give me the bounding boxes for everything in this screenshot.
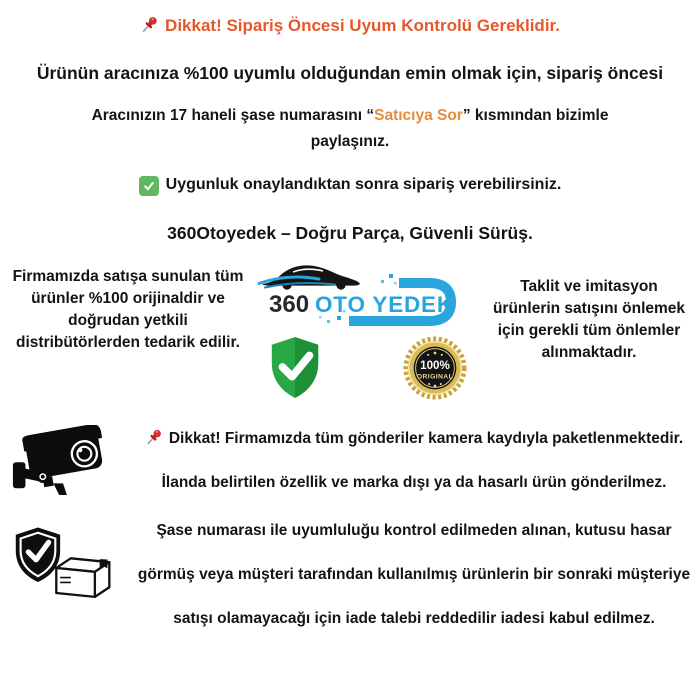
vin-request-before: Aracınızın 17 haneli şase numarasını “ [91,107,375,124]
brand-logo-block [256,256,478,401]
camera-notice-line-2: İlanda belirtilen özellik ve marka dışı ya da hasarlı ürün gönderilmez. [161,474,667,491]
car-wheel-rear [336,280,345,289]
vin-request-after: ” kısmından bizimle [462,107,609,124]
vin-request-line-2: paylaşınız. [310,133,390,150]
trust-badges [256,335,478,401]
original-products-line-2: ürünler %100 orijinaldir ve [31,290,225,307]
check-icon [139,176,159,196]
shield-box-icon [10,521,118,613]
original-badge-icon [402,335,468,401]
pushpin-icon [145,428,164,447]
return-policy-row [0,521,700,629]
brand-slogan: 360Otoyedek – Doğru Parça, Güvenli Sürüş. [167,223,533,243]
anti-imitation-line-2: ürünlerin satışını önlemek [492,300,686,317]
logo-number-text: 360 [269,291,310,318]
anti-imitation-line-3: için gerekli tüm önlemler [497,322,681,339]
approval-text: Uygunluk onaylandıktan sonra sipariş verebilirsiniz. [165,176,562,193]
badge-label-text: ORIGINAL [416,373,454,381]
return-policy-line-3: satışı olamayacağı için iade talebi reddedilir iadesi kabul edilmez. [173,610,655,627]
return-policy-line-2: görmüş veya müşteri tarafından kullanılmış ürünlerin bir sonraki müşteriye [137,566,691,583]
original-products-text [0,256,256,401]
return-policy-line-1: Şase numarası ile uyumluluğu kontrol edilmeden alınan, kutusu hasar [156,522,672,539]
anti-imitation-line-1: Taklit ve imitasyon [520,278,658,295]
approval-line [0,176,700,196]
original-products-line-3: doğrudan yetkili [68,312,188,329]
camera-notice-text [128,425,700,493]
attention-title-text: Dikkat! Sipariş Öncesi Uyum Kontrolü Gereklidir. [165,16,560,35]
cctv-camera-icon [11,425,117,511]
camera-notice-row [0,425,700,511]
shield-check-icon [266,335,324,401]
vin-request-line [0,107,700,125]
pushpin-icon [140,15,160,35]
return-icon-cell [0,521,128,613]
anti-imitation-line-4: alınmaktadır. [541,344,637,361]
camera-notice-line-1-text: Dikkat! Firmamızda tüm gönderiler kamera kaydıyla paketlenmektedir. [168,430,684,447]
ask-seller-highlight: Satıcıya Sor [374,107,463,124]
logo-360otoyedek [257,258,477,330]
anti-imitation-text [478,256,700,401]
badge-value-text: 100% [420,358,450,372]
original-products-line-1: Firmamızda satışa sunulan tüm [12,268,244,285]
camera-notice-line-1 [128,428,700,449]
original-products-line-4: distribütörlerden tedarik edilir. [16,334,240,351]
logo-name-text: OTO YEDEK [315,292,454,317]
return-policy-text [128,521,700,629]
compatibility-note: Ürünün aracınıza %100 uyumlu olduğundan emin olmak için, sipariş öncesi [36,63,664,83]
attention-title [0,0,700,36]
assurance-section [0,256,700,401]
camera-icon-cell [0,425,128,511]
